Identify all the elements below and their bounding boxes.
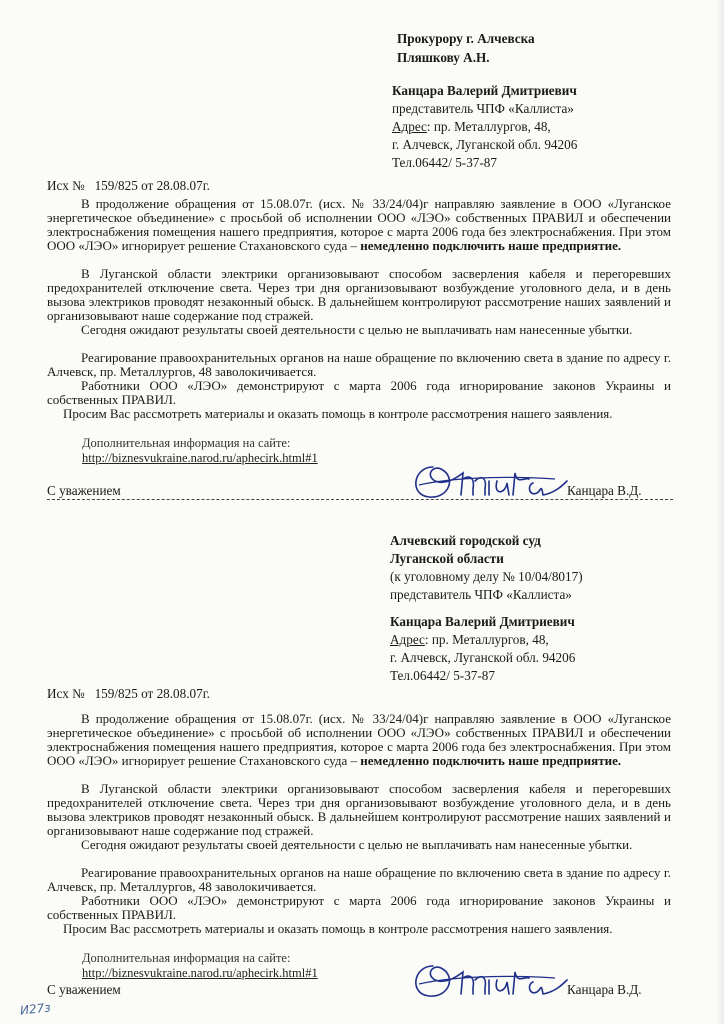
paragraph-1-text: В продолжение обращения от 15.08.07г. (исх. № 33/24/04)г направляю заявление в ООО «Луганское энергетическое объединение» с просьбой об исполнении ООО «ЛЭО» собственных ПРАВИЛ и обеспечении электроснабжения помещения нашего предприятия, которое с марта 2006 года без электроснабжения. При этом ООО «ЛЭО» игнорирует решение Стахановского суда – — [47, 196, 671, 253]
address-line-1: : пр. Металлургов, 48, — [426, 119, 551, 134]
recipient2-line-4: представитель ЧПФ «Каллиста» — [390, 587, 572, 602]
address2-line-2: г. Алчевск, Луганской обл. 94206 — [390, 650, 576, 665]
sender-name: Канцара Валерий Дмитриевич — [392, 83, 577, 98]
paragraph-4 — [47, 351, 671, 379]
sender2-name: Канцара Валерий Дмитриевич — [390, 614, 575, 629]
paragraph2-1-text: В продолжение обращения от 15.08.07г. (исх. № 33/24/04)г направляю заявление в ООО «Луганское энергетическое объединение» с просьбой об исполнении ООО «ЛЭО» собственных ПРАВИЛ и обеспечении электроснабжения помещения нашего предприятия, которое с марта 2006 года без электроснабжения. При этом ООО «ЛЭО» игнорирует решение Стахановского суда – — [47, 711, 671, 768]
paragraph-5 — [47, 379, 671, 407]
paragraph2-3-text: Сегодня ожидают результаты своей деятельности с целью не выплачивать нам нанесенные убытки. — [81, 837, 633, 852]
info-label: Дополнительная информация на сайте: — [82, 436, 291, 450]
paragraph-6-text: Просим Вас рассмотреть материалы и оказать помощь в контроле рассмотрения нашего заявления. — [63, 406, 613, 421]
outgoing-ref: Исх № 159/825 от 28.08.07г. — [47, 178, 210, 193]
paragraph2-1-bold: немедленно подключить наше предприятие. — [360, 753, 622, 768]
sender-address — [392, 119, 551, 134]
sender-phone: Тел.06442/ 5-37-87 — [392, 155, 497, 170]
paragraph-3-text: Сегодня ожидают результаты своей деятельности с целью не выплачивать нам нанесенные убытки. — [81, 322, 633, 337]
paragraph-2-text: В Луганской области электрики организовывают способом засверления кабеля и перегоревших предохранителей отключение света. Через три дня организовывают возбуждение уголовного дела, и в день вызова электриков проводят незаконный обыск. В дальнейшем контролируют рассмотрение наших заявлений и организовывают наше содержание под стражей. — [47, 266, 671, 323]
paragraph2-3 — [47, 838, 671, 852]
closing: С уважением — [47, 483, 121, 498]
signer-name: Канцара В.Д. — [567, 483, 642, 498]
sender2-phone: Тел.06442/ 5-37-87 — [390, 668, 495, 683]
signature-image — [405, 455, 570, 510]
sender2-address — [390, 632, 549, 647]
paragraph2-5-text: Работники ООО «ЛЭО» демонстрируют с марта 2006 года игнорирование законов Украины и собственных ПРАВИЛ. — [47, 893, 671, 922]
info-link[interactable]: http://biznesvukraine.narod.ru/aphecirk.html#1 — [82, 451, 318, 465]
signer2-name: Канцара В.Д. — [567, 982, 642, 997]
recipient-line-1: Прокурору г. Алчевска — [397, 31, 535, 46]
recipient2-line-3: (к уголовному делу № 10/04/8017) — [390, 569, 583, 584]
paragraph2-6 — [47, 922, 671, 936]
recipient-line-2: Пляшкову А.Н. — [397, 50, 490, 65]
paragraph-3 — [47, 323, 671, 337]
sender-role: представитель ЧПФ «Каллиста» — [392, 101, 574, 116]
outgoing2-ref: Исх № 159/825 от 28.08.07г. — [47, 686, 210, 701]
paragraph2-1 — [47, 712, 671, 768]
closing2: С уважением — [47, 982, 121, 997]
paragraph2-4-text: Реагирование правоохранительных органов на наше обращение по включению света в здание по адресу г. Алчевск, пр. Металлургов, 48 заволокичивается. — [47, 865, 671, 894]
paragraph-5-text: Работники ООО «ЛЭО» демонстрируют с марта 2006 года игнорирование законов Украины и собственных ПРАВИЛ. — [47, 378, 671, 407]
paragraph-2 — [47, 267, 671, 323]
scan-edge-shadow — [716, 0, 724, 1024]
paragraph2-2 — [47, 782, 671, 838]
signature2-image — [405, 956, 570, 1008]
recipient2-line-2: Луганской области — [390, 551, 504, 566]
cut-line-divider — [47, 499, 673, 500]
handwritten-page-mark: И27з — [19, 1000, 52, 1018]
paragraph-1-bold: немедленно подключить наше предприятие. — [360, 238, 622, 253]
paragraph2-5 — [47, 894, 671, 922]
address-label: Адрес — [392, 119, 427, 134]
info2-label: Дополнительная информация на сайте: — [82, 951, 291, 965]
paragraph-6 — [47, 407, 671, 421]
paragraph2-4 — [47, 866, 671, 894]
recipient2-line-1: Алчевский городской суд — [390, 533, 541, 548]
address2-line-1: : пр. Металлургов, 48, — [424, 632, 549, 647]
address2-label: Адрес — [390, 632, 425, 647]
paragraph-4-text: Реагирование правоохранительных органов на наше обращение по включению света в здание по адресу г. Алчевск, пр. Металлургов, 48 заволокичивается. — [47, 350, 671, 379]
paragraph2-2-text: В Луганской области электрики организовывают способом засверления кабеля и перегоревших предохранителей отключение света. Через три дня организовывают возбуждение уголовного дела, и в день вызова электриков проводят незаконный обыск. В дальнейшем контролируют рассмотрение наших заявлений и организовывают наше содержание под стражей. — [47, 781, 671, 838]
address-line-2: г. Алчевск, Луганской обл. 94206 — [392, 137, 578, 152]
paragraph-1 — [47, 197, 671, 253]
info2-link[interactable]: http://biznesvukraine.narod.ru/aphecirk.html#1 — [82, 966, 318, 980]
paragraph2-6-text: Просим Вас рассмотреть материалы и оказать помощь в контроле рассмотрения нашего заявления. — [63, 921, 613, 936]
